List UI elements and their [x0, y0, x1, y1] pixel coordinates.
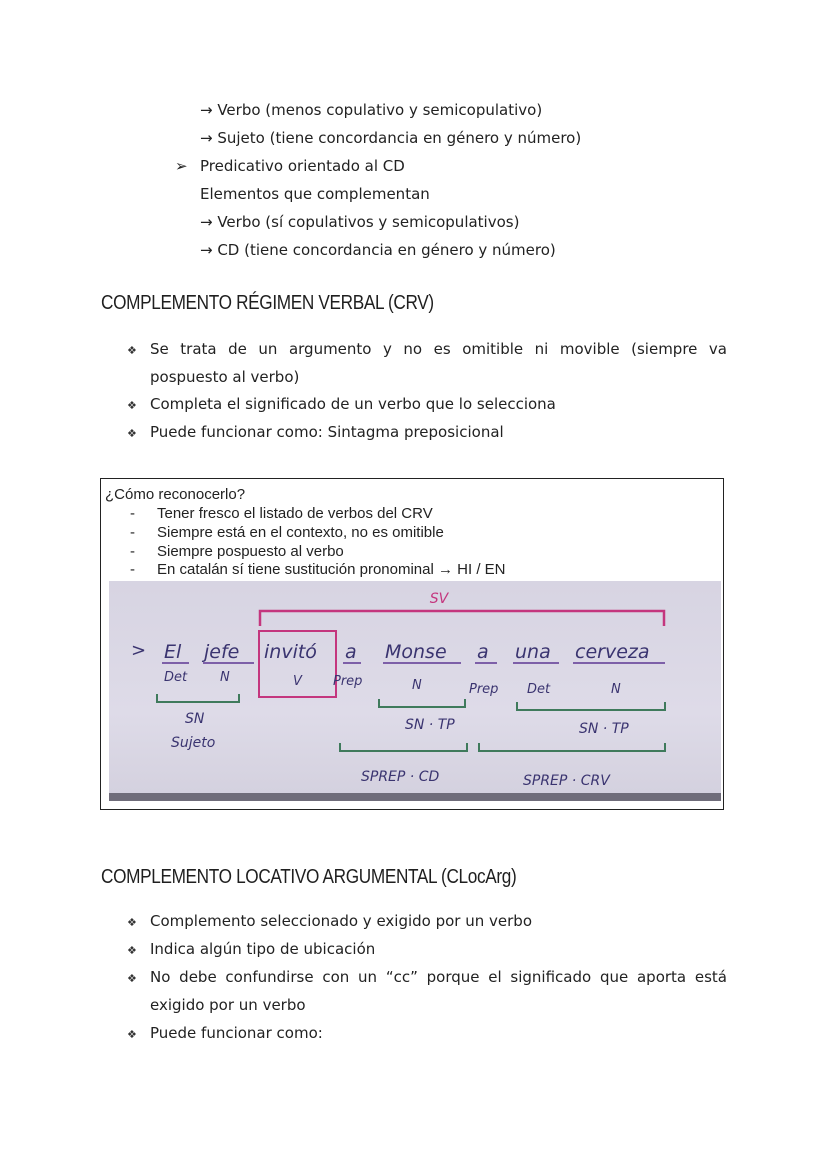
cloc-item-1: Complemento seleccionado y exigido por un verbo — [150, 912, 532, 930]
sn-tp-label-2: SN · TP — [579, 721, 629, 737]
cloc-item-2: Indica algún tipo de ubicación — [150, 940, 376, 958]
list-line-verbo-cop: → Verbo (sí copulativos y semicopulativos) — [200, 213, 520, 231]
diamond-bullet-icon: ❖ — [127, 972, 137, 985]
box-item-text: Siempre está en el contexto, no es omitible — [157, 524, 444, 541]
tag-n2: N — [412, 678, 422, 693]
box-item — [130, 505, 433, 523]
box-item — [130, 543, 344, 561]
dash: - — [130, 524, 135, 541]
list-line-verbo: → Verbo (menos copulativo y semicopulativo) — [200, 101, 543, 119]
tag-prep1: Prep — [333, 674, 363, 689]
sprep-crv-label: SPREP · CRV — [523, 773, 610, 789]
diagram-marker: > — [131, 640, 147, 661]
tag-det1: Det — [164, 670, 188, 685]
sprep-cd-bracket — [340, 743, 467, 751]
crv-item-1: Se trata de un argumento y no es omitible ni movible (siempre va pospuesto al verbo) — [150, 340, 727, 386]
word-cerveza: cerveza — [575, 641, 650, 663]
photo-edge — [109, 793, 721, 801]
word-el: El — [164, 641, 182, 663]
crv-item-3: Puede funcionar como: Sintagma preposicional — [150, 423, 504, 441]
cloc-item-3: No debe confundirse con un “cc” porque el significado que aporta está exigido por un verbo — [150, 968, 727, 1014]
dash: - — [130, 543, 135, 560]
box-item-text: Siempre pospuesto al verbo — [157, 543, 344, 560]
clocarg-heading: COMPLEMENTO LOCATIVO ARGUMENTAL (CLocArg) — [101, 866, 517, 888]
tag-det2: Det — [527, 682, 551, 697]
word-una: una — [515, 641, 551, 663]
diamond-bullet-icon: ❖ — [127, 1028, 137, 1041]
sn-label: SN — [185, 711, 205, 727]
crv-item-2: Completa el significado de un verbo que lo selecciona — [150, 395, 556, 413]
crv-heading: COMPLEMENTO RÉGIMEN VERBAL (CRV) — [101, 292, 434, 314]
dash: - — [130, 505, 135, 522]
box-item-text: Tener fresco el listado de verbos del CRV — [157, 505, 433, 522]
sn-tp-bracket-1 — [379, 699, 465, 707]
sprep-crv-bracket — [479, 743, 665, 751]
list-line-cd: → CD (tiene concordancia en género y número) — [200, 241, 556, 259]
cloc-item-4: Puede funcionar como: — [150, 1024, 323, 1042]
sprep-cd-label: SPREP · CD — [361, 769, 440, 785]
word-jefe: jefe — [204, 641, 240, 663]
list-line-predicativo: Predicativo orientado al CD — [200, 157, 405, 175]
tag-prep2: Prep — [469, 682, 499, 697]
word-a1: a — [345, 641, 357, 663]
box-title: ¿Cómo reconocerlo? — [105, 486, 246, 503]
word-invito: invitó — [264, 641, 317, 663]
diamond-bullet-icon: ❖ — [127, 344, 137, 357]
dash: - — [130, 561, 135, 578]
tag-n1: N — [220, 670, 230, 685]
diamond-bullet-icon: ❖ — [127, 916, 137, 929]
sn-tp-bracket-2 — [517, 702, 665, 710]
sv-bracket — [260, 611, 664, 626]
arrow-bullet-icon: ➢ — [175, 157, 188, 175]
sujeto-label: Sujeto — [171, 735, 216, 751]
sn-bracket — [157, 694, 239, 702]
box-item-text: En catalán sí tiene sustitución pronominal → HI / EN — [157, 561, 506, 578]
diamond-bullet-icon: ❖ — [127, 944, 137, 957]
syntax-diagram — [109, 581, 721, 801]
sv-label: SV — [429, 591, 449, 607]
diamond-bullet-icon: ❖ — [127, 399, 137, 412]
word-monse: Monse — [385, 641, 447, 663]
box-item — [130, 524, 444, 542]
box-item — [130, 561, 506, 579]
syntax-diagram-photo — [109, 581, 721, 801]
tag-v: V — [293, 674, 302, 689]
word-a2: a — [477, 641, 489, 663]
list-line-elementos: Elementos que complementan — [200, 185, 430, 203]
diamond-bullet-icon: ❖ — [127, 427, 137, 440]
tag-n3: N — [611, 682, 621, 697]
sn-tp-label-1: SN · TP — [405, 717, 455, 733]
list-line-sujeto: → Sujeto (tiene concordancia en género y número) — [200, 129, 582, 147]
